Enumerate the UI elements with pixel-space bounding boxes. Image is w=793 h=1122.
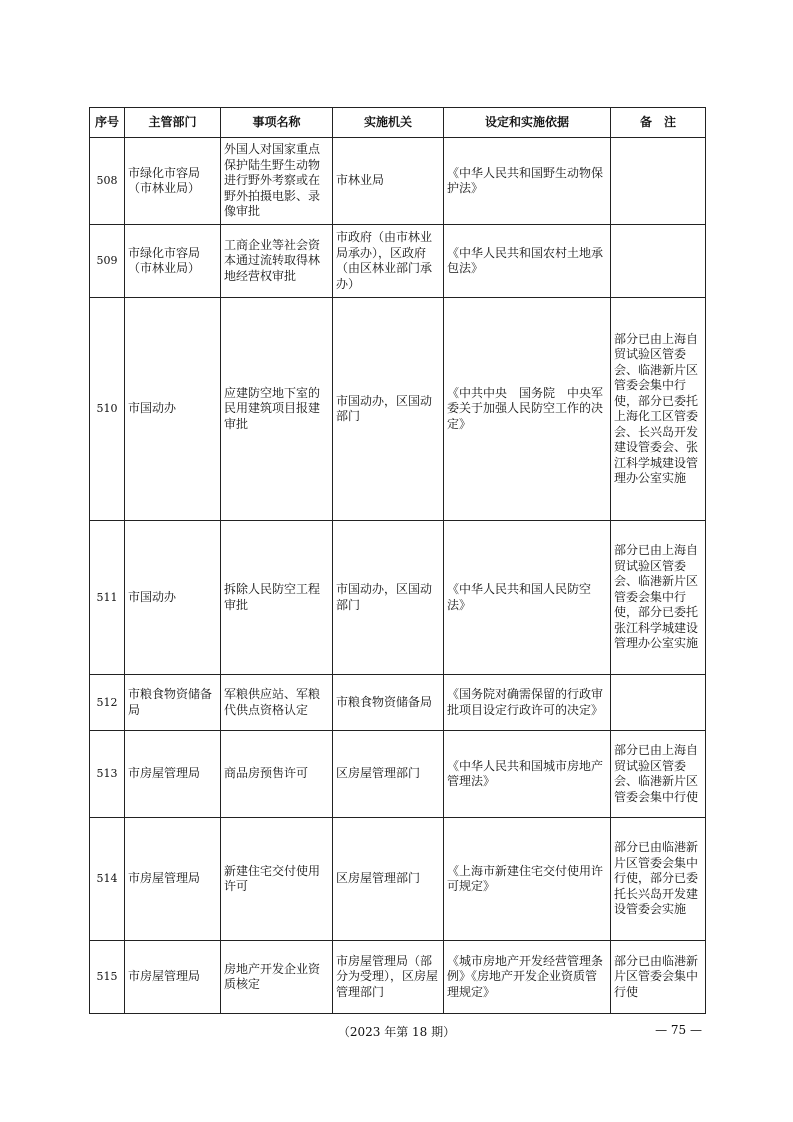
- table-header-row: [90, 108, 706, 138]
- page-number: — 75 —: [655, 1023, 702, 1037]
- cell-item: 房地产开发企业资质核定: [221, 941, 333, 1014]
- cell-item: 军粮供应站、军粮代供点资格认定: [221, 675, 333, 731]
- cell-item: 应建防空地下室的民用建筑项目报建审批: [221, 298, 333, 521]
- cell-seq: 514: [90, 818, 125, 941]
- cell-item: 新建住宅交付使用许可: [221, 818, 333, 941]
- header-seq: 序号: [90, 108, 125, 138]
- cell-note: 部分已由上海自贸试验区管委会、临港新片区管委会集中行使: [611, 731, 706, 818]
- cell-basis: 《中共中央 国务院 中央军委关于加强人民防空工作的决定》: [444, 298, 611, 521]
- cell-seq: 510: [90, 298, 125, 521]
- cell-seq: 508: [90, 138, 125, 225]
- cell-agency: 区房屋管理部门: [333, 731, 444, 818]
- cell-seq: 509: [90, 225, 125, 298]
- cell-note: 部分已由上海自贸试验区管委会、临港新片区管委会集中行使，部分已委托张江科学城建设管理办公室实施: [611, 521, 706, 675]
- issue-number: （2023 年第 18 期）: [337, 1025, 456, 1039]
- header-item: 事项名称: [221, 108, 333, 138]
- cell-basis: 《城市房地产开发经营管理条例》《房地产开发企业资质管理规定》: [444, 941, 611, 1014]
- cell-agency: 区房屋管理部门: [333, 818, 444, 941]
- cell-agency: 市粮食物资储备局: [333, 675, 444, 731]
- cell-note: 部分已由临港新片区管委会集中行使: [611, 941, 706, 1014]
- cell-agency: 市国动办，区国动部门: [333, 521, 444, 675]
- table-row: [90, 138, 706, 225]
- header-dept: 主管部门: [125, 108, 221, 138]
- table-row: [90, 675, 706, 731]
- cell-basis: 《中华人民共和国野生动物保护法》: [444, 138, 611, 225]
- cell-item: 拆除人民防空工程审批: [221, 521, 333, 675]
- cell-basis: 《中华人民共和国农村土地承包法》: [444, 225, 611, 298]
- cell-agency: 市房屋管理局（部分为受理），区房屋管理部门: [333, 941, 444, 1014]
- cell-dept: 市绿化市容局（市林业局）: [125, 225, 221, 298]
- cell-dept: 市国动办: [125, 298, 221, 521]
- cell-basis: 《中华人民共和国城市房地产管理法》: [444, 731, 611, 818]
- cell-item: 外国人对国家重点保护陆生野生动物进行野外考察或在野外拍摄电影、录像审批: [221, 138, 333, 225]
- table-row: [90, 298, 706, 521]
- cell-dept: 市粮食物资储备局: [125, 675, 221, 731]
- cell-agency: 市国动办，区国动部门: [333, 298, 444, 521]
- cell-agency: 市政府（由市林业局承办），区政府（由区林业部门承办）: [333, 225, 444, 298]
- cell-agency: 市林业局: [333, 138, 444, 225]
- table-row: [90, 521, 706, 675]
- header-note: 备 注: [611, 108, 706, 138]
- table-row: [90, 731, 706, 818]
- cell-dept: 市房屋管理局: [125, 818, 221, 941]
- cell-note: [611, 138, 706, 225]
- cell-basis: 《国务院对确需保留的行政审批项目设定行政许可的决定》: [444, 675, 611, 731]
- cell-note: [611, 675, 706, 731]
- header-basis: 设定和实施依据: [444, 108, 611, 138]
- cell-dept: 市房屋管理局: [125, 731, 221, 818]
- cell-note: 部分已由临港新片区管委会集中行使，部分已委托长兴岛开发建设管委会实施: [611, 818, 706, 941]
- cell-item: 商品房预售许可: [221, 731, 333, 818]
- approval-items-table: [89, 107, 706, 1014]
- cell-basis: 《上海市新建住宅交付使用许可规定》: [444, 818, 611, 941]
- cell-seq: 512: [90, 675, 125, 731]
- cell-dept: 市国动办: [125, 521, 221, 675]
- cell-seq: 515: [90, 941, 125, 1014]
- cell-item: 工商企业等社会资本通过流转取得林地经营权审批: [221, 225, 333, 298]
- cell-dept: 市房屋管理局: [125, 941, 221, 1014]
- table-row: [90, 941, 706, 1014]
- cell-dept: 市绿化市容局（市林业局）: [125, 138, 221, 225]
- cell-basis: 《中华人民共和国人民防空法》: [444, 521, 611, 675]
- cell-note: 部分已由上海自贸试验区管委会、临港新片区管委会集中行使，部分已委托上海化工区管委会、长兴岛开发建设管委会、张江科学城建设管理办公室实施: [611, 298, 706, 521]
- table-row: [90, 225, 706, 298]
- cell-seq: 511: [90, 521, 125, 675]
- header-agency: 实施机关: [333, 108, 444, 138]
- table-row: [90, 818, 706, 941]
- cell-note: [611, 225, 706, 298]
- cell-seq: 513: [90, 731, 125, 818]
